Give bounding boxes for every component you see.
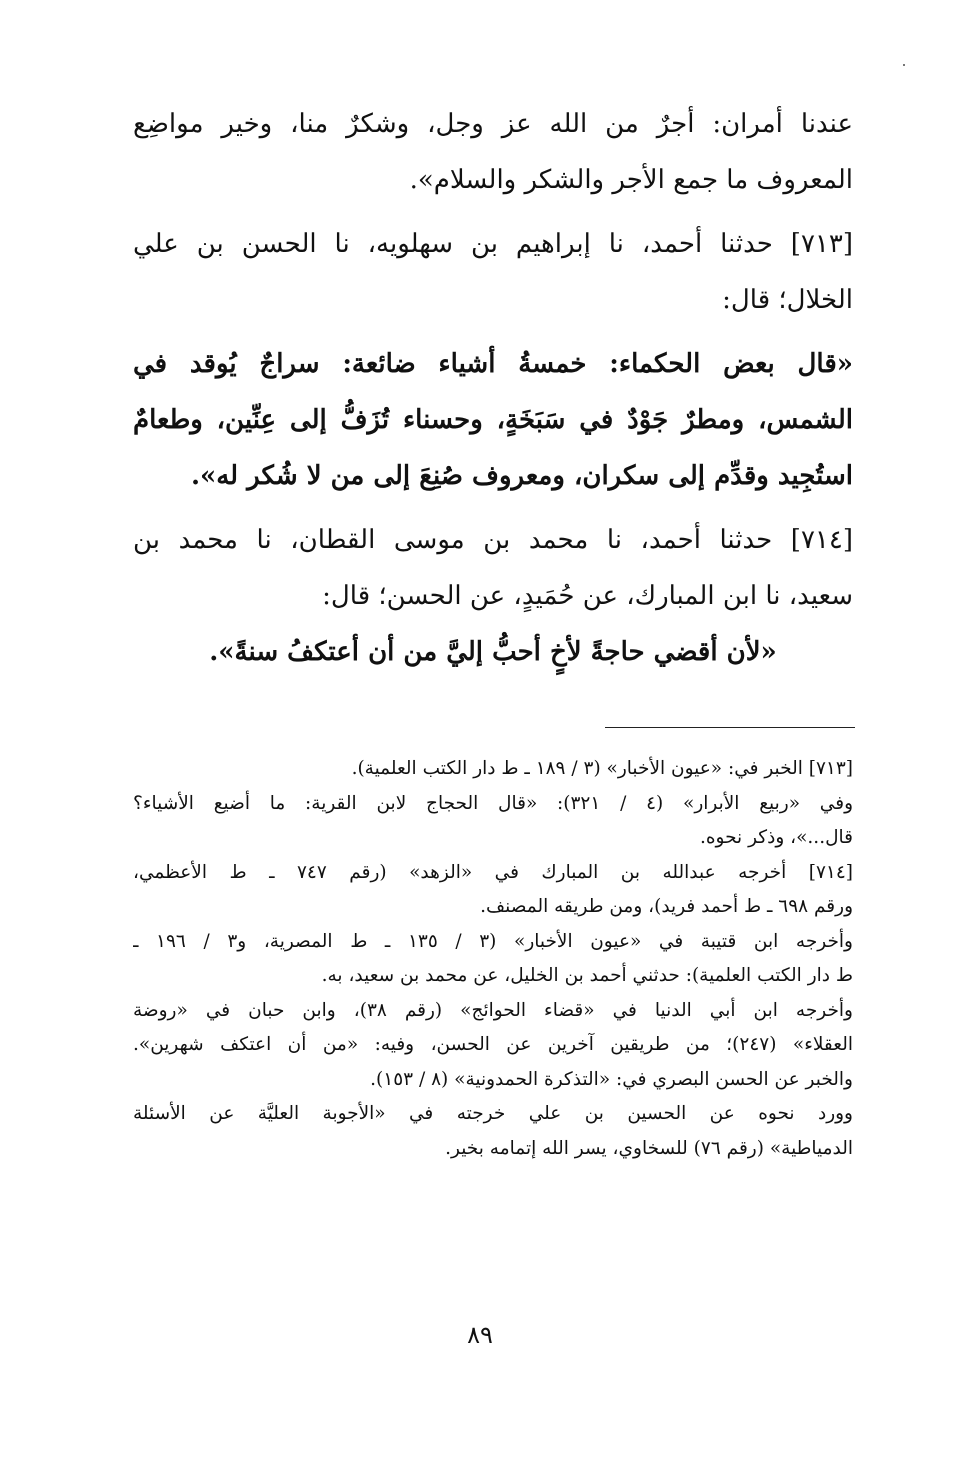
scan-speck xyxy=(903,64,905,66)
footnote-713-line-1: [٧١٣] الخبر في: «عيون الأخبار» (٣ / ١٨٩ ـ ط دار الكتب العلمية). xyxy=(351,758,853,779)
footnote-714-line-9: الدمياطية» (رقم ٧٦) للسخاوي، يسر الله إتمامه بخير. xyxy=(445,1137,853,1159)
footnote-713-line-2: وفي «ربيع الأبرار» (٤ / ٣٢١): «قال الحجاج لابن القرية: ما أضيع الأشياء؟ xyxy=(133,792,853,814)
footnote-714-line-7: والخبر عن الحسن البصري في: «التذكرة الحمدونية» (٨ / ١٥٣). xyxy=(370,1068,853,1090)
hadith-714-line-1: [٧١٤] حدثنا أحمد، نا محمد بن موسى القطان، نا محمد بن xyxy=(133,525,853,555)
quote-713-line-1: «قال بعض الحكماء: خمسةُ أشياء ضائعة: سراجٌ يُوقد في xyxy=(133,349,853,379)
footnote-714-line-5: وأخرجه ابن أبي الدنيا في «قضاء الحوائج» (رقم ٣٨)، وابن حبان في «روضة xyxy=(133,999,853,1021)
hadith-713-line-1: [٧١٣] حدثنا أحمد، نا إبراهيم بن سهلويه، نا الحسن بن علي xyxy=(133,229,853,259)
quote-713-line-3: استُجِيد وقدِّم إلى سكران، ومعروف صُنِعَ إلى من لا شُكر له». xyxy=(190,461,853,491)
main-text xyxy=(133,96,853,680)
footnotes xyxy=(133,752,853,1166)
quote-713-line-2: الشمس، ومطرٌ جَوْدٌ في سَبَخَةٍ، وحسناء تُزَفُّ إلى عِنِّين، وطعامٌ xyxy=(133,405,853,435)
quote-714: «لأن أقضي حاجةً لأخٍ أحبُّ إليَّ من أن أعتكفُ سنةً». xyxy=(209,637,777,667)
main-line-2: المعروف ما جمع الأجر والشكر والسلام». xyxy=(409,165,853,195)
footnote-714-line-8: وورد نحوه عن الحسين بن علي خرجته في «الأجوبة العليَّة عن الأسئلة xyxy=(133,1103,853,1124)
hadith-713-line-2: الخلال؛ قال: xyxy=(722,285,853,315)
footnote-divider xyxy=(605,727,855,728)
main-line-1: عندنا أمران: أجرٌ من الله عز وجل، وشكرٌ منا، وخير مواضِع xyxy=(133,109,853,139)
footnote-714-line-2: ورقم ٦٩٨ ـ ط أحمد فريد)، ومن طريقه المصنف. xyxy=(480,896,853,917)
footnote-714-line-1: [٧١٤] أخرجه عبدالله بن المبارك في «الزهد» (رقم ٧٤٧ ـ ط الأعظمي، xyxy=(133,861,853,883)
hadith-714-line-2: سعيد، نا ابن المبارك، عن حُمَيدٍ، عن الحسن؛ قال: xyxy=(322,581,853,611)
footnote-714-line-6: العقلاء» (٢٤٧)؛ من طريقين آخرين عن الحسن، وفيه: «من أن اعتكف شهرين». xyxy=(133,1034,853,1055)
footnote-714-line-4: ط دار الكتب العلمية): حدثني أحمد بن الخليل، عن محمد بن سعيد، به. xyxy=(321,965,853,986)
page-number: ٨٩ xyxy=(467,1321,493,1349)
footnote-713-line-3: قال...»، وذكر نحوه. xyxy=(699,827,853,848)
footnote-714-line-3: وأخرجه ابن قتيبة في «عيون الأخبار» (٣ / ١٣٥ ـ ط المصرية، و٣ / ١٩٦ ـ xyxy=(133,930,853,952)
